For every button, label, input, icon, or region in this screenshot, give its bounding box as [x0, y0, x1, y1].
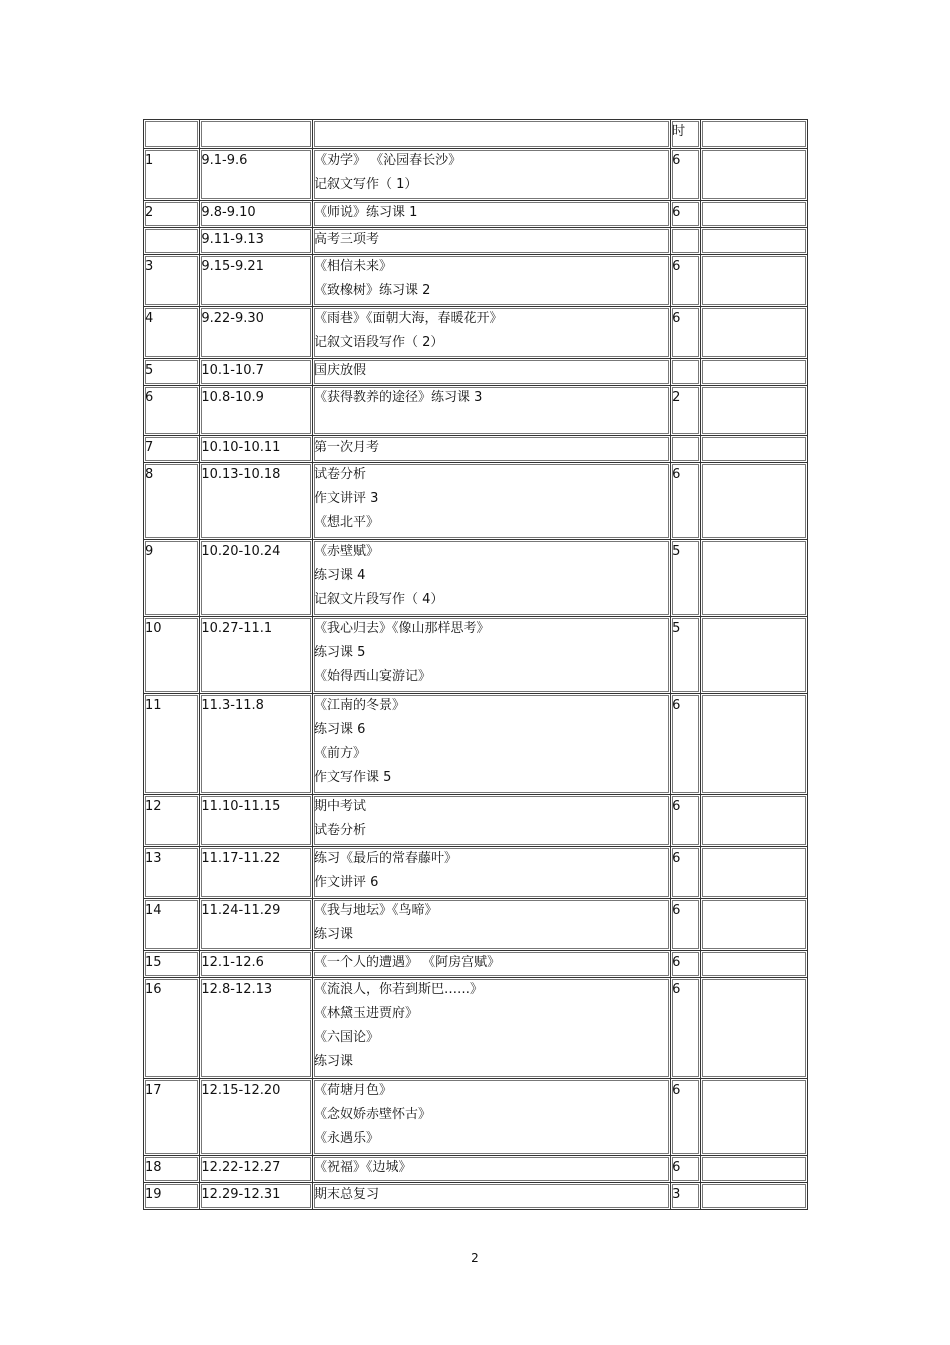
- content-line: 作文写作课 5: [314, 770, 392, 785]
- header-row: [144, 120, 808, 149]
- note-cell: [701, 1183, 808, 1210]
- content-cell: [313, 951, 671, 978]
- table-row: [144, 540, 808, 617]
- date-cell: 10.1-10.7: [200, 359, 313, 386]
- content-line: 试卷分析: [314, 823, 367, 838]
- content-line: 《林黛玉进贾府》: [314, 1006, 419, 1021]
- content-line: 记叙文写作（ 1）: [314, 177, 418, 192]
- hours-cell: [671, 436, 701, 463]
- week-cell: 19: [144, 1183, 200, 1210]
- date-cell: 11.10-11.15: [200, 795, 313, 847]
- table-row: [144, 149, 808, 201]
- note-cell: [701, 228, 808, 255]
- content-line: 《祝福》《边城》: [314, 1160, 412, 1175]
- note-cell: [701, 201, 808, 228]
- content-line: 练习课 4: [314, 568, 366, 583]
- note-cell: [701, 436, 808, 463]
- content-line: 《获得教养的途径》练习课 3: [314, 390, 483, 405]
- content-cell: [313, 255, 671, 307]
- content-line: 作文讲评 6: [314, 875, 379, 890]
- note-cell: [701, 255, 808, 307]
- hours-cell: [671, 359, 701, 386]
- content-line: 《雨巷》《面朝大海，春暖花开》: [314, 311, 503, 326]
- schedule-table: [143, 119, 808, 1210]
- table-row: [144, 1079, 808, 1156]
- header-content: [313, 120, 671, 149]
- date-cell: 10.10-10.11: [200, 436, 313, 463]
- content-line: 期末总复习: [314, 1187, 380, 1202]
- note-cell: [701, 694, 808, 795]
- content-cell: [313, 1156, 671, 1183]
- week-cell: 1: [144, 149, 200, 201]
- header-date: [200, 120, 313, 149]
- content-line: 记叙文语段写作（ 2）: [314, 335, 444, 350]
- date-cell: 11.24-11.29: [200, 899, 313, 951]
- hours-cell: 5: [671, 540, 701, 617]
- content-cell: [313, 795, 671, 847]
- content-line: 《相信未来》: [314, 259, 393, 274]
- content-line: 《六国论》: [314, 1030, 380, 1045]
- content-line: 国庆放假: [314, 363, 367, 378]
- content-line: 《前方》: [314, 746, 367, 761]
- date-cell: 9.11-9.13: [200, 228, 313, 255]
- content-line: 《一个人的遭遇》 《阿房宫赋》: [314, 955, 501, 970]
- hours-cell: 5: [671, 617, 701, 694]
- note-cell: [701, 540, 808, 617]
- content-line: 练习《最后的常春藤叶》: [314, 851, 458, 866]
- hours-cell: 6: [671, 149, 701, 201]
- table-row: [144, 1183, 808, 1210]
- date-cell: 12.22-12.27: [200, 1156, 313, 1183]
- note-cell: [701, 617, 808, 694]
- table-row: [144, 694, 808, 795]
- content-line: 《致橡树》练习课 2: [314, 283, 431, 298]
- content-line: 《我心归去》《像山那样思考》: [314, 621, 490, 636]
- content-cell: [313, 463, 671, 540]
- date-cell: 12.29-12.31: [200, 1183, 313, 1210]
- content-cell: [313, 694, 671, 795]
- content-line: 《江南的冬景》: [314, 698, 406, 713]
- table-row: [144, 228, 808, 255]
- content-cell: [313, 307, 671, 359]
- content-cell: [313, 228, 671, 255]
- content-cell: [313, 847, 671, 899]
- note-cell: [701, 899, 808, 951]
- date-cell: 11.3-11.8: [200, 694, 313, 795]
- hours-cell: 6: [671, 795, 701, 847]
- content-line: 第一次月考: [314, 440, 380, 455]
- content-cell: [313, 436, 671, 463]
- date-cell: 9.8-9.10: [200, 201, 313, 228]
- week-cell: 3: [144, 255, 200, 307]
- date-cell: 11.17-11.22: [200, 847, 313, 899]
- table-row: [144, 359, 808, 386]
- week-cell: 8: [144, 463, 200, 540]
- table-row: [144, 307, 808, 359]
- week-cell: 6: [144, 386, 200, 436]
- note-cell: [701, 149, 808, 201]
- table-row: [144, 617, 808, 694]
- week-cell: 9: [144, 540, 200, 617]
- content-line: 《想北平》: [314, 515, 380, 530]
- content-cell: [313, 617, 671, 694]
- date-cell: 9.1-9.6: [200, 149, 313, 201]
- page-number: 2: [471, 1251, 479, 1265]
- table-row: [144, 463, 808, 540]
- week-cell: 17: [144, 1079, 200, 1156]
- content-cell: [313, 899, 671, 951]
- hours-cell: 6: [671, 307, 701, 359]
- week-cell: 7: [144, 436, 200, 463]
- content-line: 期中考试: [314, 799, 367, 814]
- date-cell: 10.27-11.1: [200, 617, 313, 694]
- content-line: 练习课 6: [314, 722, 366, 737]
- content-line: 《师说》练习课 1: [314, 205, 418, 220]
- content-line: 《始得西山宴游记》: [314, 669, 432, 684]
- date-cell: 10.13-10.18: [200, 463, 313, 540]
- header-week: [144, 120, 200, 149]
- week-cell: 5: [144, 359, 200, 386]
- week-cell: 15: [144, 951, 200, 978]
- note-cell: [701, 795, 808, 847]
- hours-cell: [671, 228, 701, 255]
- week-cell: [144, 228, 200, 255]
- table-row: [144, 847, 808, 899]
- week-cell: 4: [144, 307, 200, 359]
- table-row: [144, 1156, 808, 1183]
- table-row: [144, 436, 808, 463]
- content-cell: [313, 1079, 671, 1156]
- date-cell: 12.15-12.20: [200, 1079, 313, 1156]
- date-cell: 12.1-12.6: [200, 951, 313, 978]
- content-cell: [313, 359, 671, 386]
- content-cell: [313, 1183, 671, 1210]
- table-row: [144, 899, 808, 951]
- hours-cell: 6: [671, 1079, 701, 1156]
- content-line: 《赤壁赋》: [314, 544, 380, 559]
- content-line: 记叙文片段写作（ 4）: [314, 592, 444, 607]
- table-row: [144, 255, 808, 307]
- note-cell: [701, 951, 808, 978]
- table-row: [144, 978, 808, 1079]
- note-cell: [701, 307, 808, 359]
- note-cell: [701, 978, 808, 1079]
- hours-cell: 6: [671, 1156, 701, 1183]
- date-cell: 9.22-9.30: [200, 307, 313, 359]
- date-cell: 10.8-10.9: [200, 386, 313, 436]
- content-cell: [313, 386, 671, 436]
- content-line: 作文讲评 3: [314, 491, 379, 506]
- note-cell: [701, 463, 808, 540]
- hours-cell: 6: [671, 463, 701, 540]
- date-cell: 12.8-12.13: [200, 978, 313, 1079]
- content-line: 《我与地坛》《鸟啼》: [314, 903, 438, 918]
- note-cell: [701, 847, 808, 899]
- hours-cell: 6: [671, 899, 701, 951]
- week-cell: 2: [144, 201, 200, 228]
- week-cell: 18: [144, 1156, 200, 1183]
- table-row: [144, 386, 808, 436]
- hours-cell: 6: [671, 255, 701, 307]
- note-cell: [701, 1079, 808, 1156]
- table-row: [144, 201, 808, 228]
- content-cell: [313, 978, 671, 1079]
- hours-cell: 6: [671, 951, 701, 978]
- header-note: [701, 120, 808, 149]
- date-cell: 10.20-10.24: [200, 540, 313, 617]
- hours-cell: 3: [671, 1183, 701, 1210]
- hours-cell: 2: [671, 386, 701, 436]
- hours-cell: 6: [671, 201, 701, 228]
- content-line: 练习课: [314, 927, 354, 942]
- content-line: 练习课: [314, 1054, 354, 1069]
- hours-cell: 6: [671, 847, 701, 899]
- hours-cell: 6: [671, 694, 701, 795]
- content-line: 试卷分析: [314, 467, 367, 482]
- week-cell: 13: [144, 847, 200, 899]
- schedule-body: [144, 120, 808, 1210]
- note-cell: [701, 1156, 808, 1183]
- date-cell: 9.15-9.21: [200, 255, 313, 307]
- table-row: [144, 951, 808, 978]
- table-row: [144, 795, 808, 847]
- note-cell: [701, 359, 808, 386]
- week-cell: 14: [144, 899, 200, 951]
- content-line: 高考三项考: [314, 232, 380, 247]
- header-hours: 时: [671, 120, 701, 149]
- content-cell: [313, 201, 671, 228]
- week-cell: 11: [144, 694, 200, 795]
- week-cell: 16: [144, 978, 200, 1079]
- content-line: 《念奴娇赤壁怀古》: [314, 1107, 432, 1122]
- hours-cell: 6: [671, 978, 701, 1079]
- content-line: 练习课 5: [314, 645, 366, 660]
- week-cell: 12: [144, 795, 200, 847]
- content-cell: [313, 149, 671, 201]
- week-cell: 10: [144, 617, 200, 694]
- content-line: 《荷塘月色》: [314, 1083, 393, 1098]
- content-cell: [313, 540, 671, 617]
- content-line: 《劝学》 《沁园春长沙》: [314, 153, 462, 168]
- content-line: 《流浪人，你若到斯巴……》: [314, 982, 484, 997]
- note-cell: [701, 386, 808, 436]
- content-line: 《永遇乐》: [314, 1131, 380, 1146]
